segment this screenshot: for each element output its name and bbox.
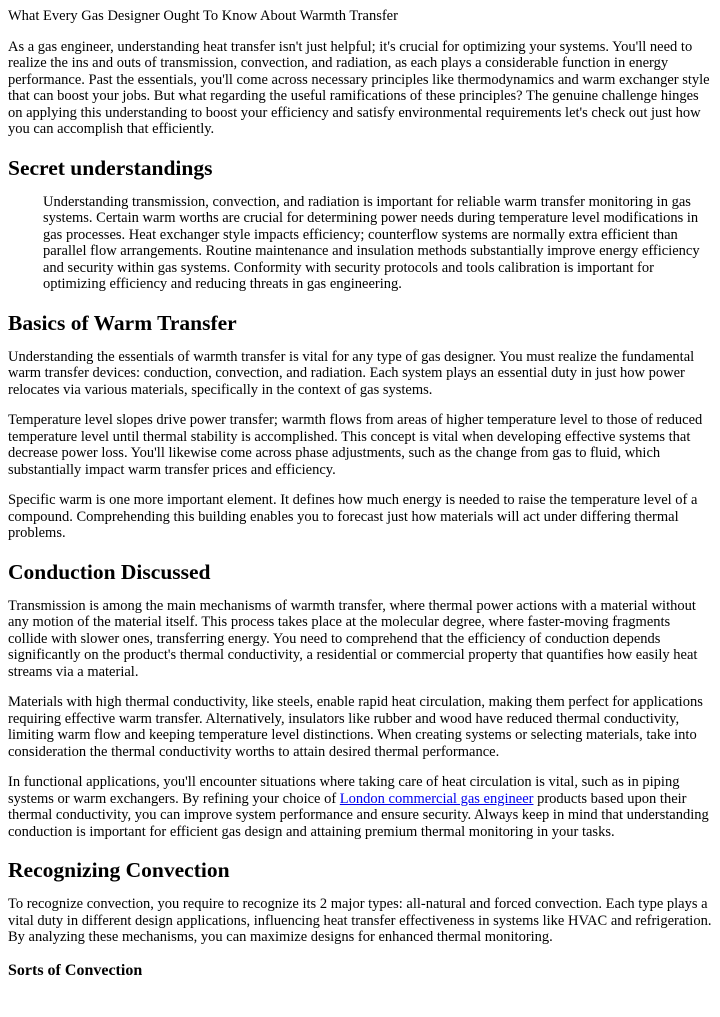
conduction-p3-text-before: In functional applications, you'll encounter situations where taking care of heat circulation is vital, such as in piping systems or warm exchangers. By refining your choice of (8, 774, 680, 807)
heading-secret-understandings: Secret understandings (8, 155, 213, 180)
convection-paragraph-1: To recognize convection, you require to recognize its 2 major types: all-natural and forced convection. Each type plays a vital duty in different design applications, influencing heat transfer effectiveness in systems like HVAC and refrigeration. By analyzing these mechanisms, you can maximize designs for enhanced thermal monitoring. (8, 896, 712, 945)
basics-paragraph-1: Understanding the essentials of warmth transfer is vital for any type of gas designer. You must realize the fundamental warm transfer devices: conduction, convection, and radiation. Each system plays an essential duty in just how power relocates via various materials, specifically in the context of gas systems. (8, 348, 695, 398)
intro-paragraph: As a gas engineer, understanding heat transfer isn't just helpful; it's crucial for optimizing your systems. You'll need to realize the ins and outs of transmission, convection, and radiation, as each plays a considerable function in energy performance. Past the essentials, you'll come across necessary principles like thermodynamics and warm exchanger style that can boost your jobs. But what regarding the useful ramifications of these principles? The genuine challenge hinges on applying this understanding to boost your efficiency and satisfy environmental requirements let's check out just how you can accomplish that efficiently. (8, 38, 710, 137)
page-title: What Every Gas Designer Ought To Know About Warmth Transfer (8, 8, 398, 24)
basics-paragraph-3: Specific warm is one more important element. It defines how much energy is needed to raise the temperature level of a compound. Comprehending this building enables you to forecast just how materials will act under differing thermal problems. (8, 492, 698, 541)
heading-convection: Recognizing Convection (8, 858, 230, 882)
basics-paragraph-2: Temperature level slopes drive power transfer; warmth flows from areas of higher temperature level to those of reduced temperature level until thermal stability is accomplished. This concept is vital when developing effective systems that decrease power loss. You'll likewise come across phase adjustments, such as the change from gas to fluid, which substantially impact warm transfer prices and efficiency. (8, 412, 703, 478)
conduction-paragraph-1: Transmission is among the main mechanisms of warmth transfer, where thermal power actions with a material without any motion of the material itself. This process takes place at the molecular degree, where faster-moving fragments collide with slower ones, transferring energy. You need to comprehend that the efficiency of conduction depends significantly on the product's thermal conductivity, a residential or commercial property that quantifies how easily heat streams via a material. (8, 597, 698, 680)
heading-conduction: Conduction Discussed (8, 559, 211, 584)
conduction-p3-text-after: products based upon their thermal conductivity, you can improve system performance and ensure security. Always keep in mind that understanding conduction is important for efficient gas design and attaining premium thermal monitoring in your tasks. (8, 790, 709, 840)
gas-engineer-link[interactable]: London commercial gas engineer (339, 790, 534, 807)
conduction-paragraph-3 (8, 774, 712, 840)
conduction-paragraph-2: Materials with high thermal conductivity, like steels, enable rapid heat circulation, making them perfect for applications requiring effective warm transfer. Alternatively, insulators like rubber and wood have reduced thermal conductivity, limiting warm flow and keeping temperature level distinctions. When creating systems or selecting materials, take into consideration the thermal conductivity worths to attain desired thermal performance. (8, 694, 703, 760)
key-insights-quote: Understanding transmission, convection, and radiation is important for reliable warm transfer monitoring in gas systems. Certain warm worths are crucial for determining power needs during temperature level modifications in gas processes. Heat exchanger style impacts efficiency; counterflow systems are normally extra efficient than parallel flow arrangements. Routine maintenance and insulation methods substantially improve energy efficiency and security within gas systems. Conformity with security protocols and tools calibration is important for optimizing efficiency and reducing threats in gas engineering. (43, 193, 700, 292)
heading-basics: Basics of Warm Transfer (8, 310, 237, 335)
subheading-convection-types: Sorts of Convection (8, 961, 143, 979)
